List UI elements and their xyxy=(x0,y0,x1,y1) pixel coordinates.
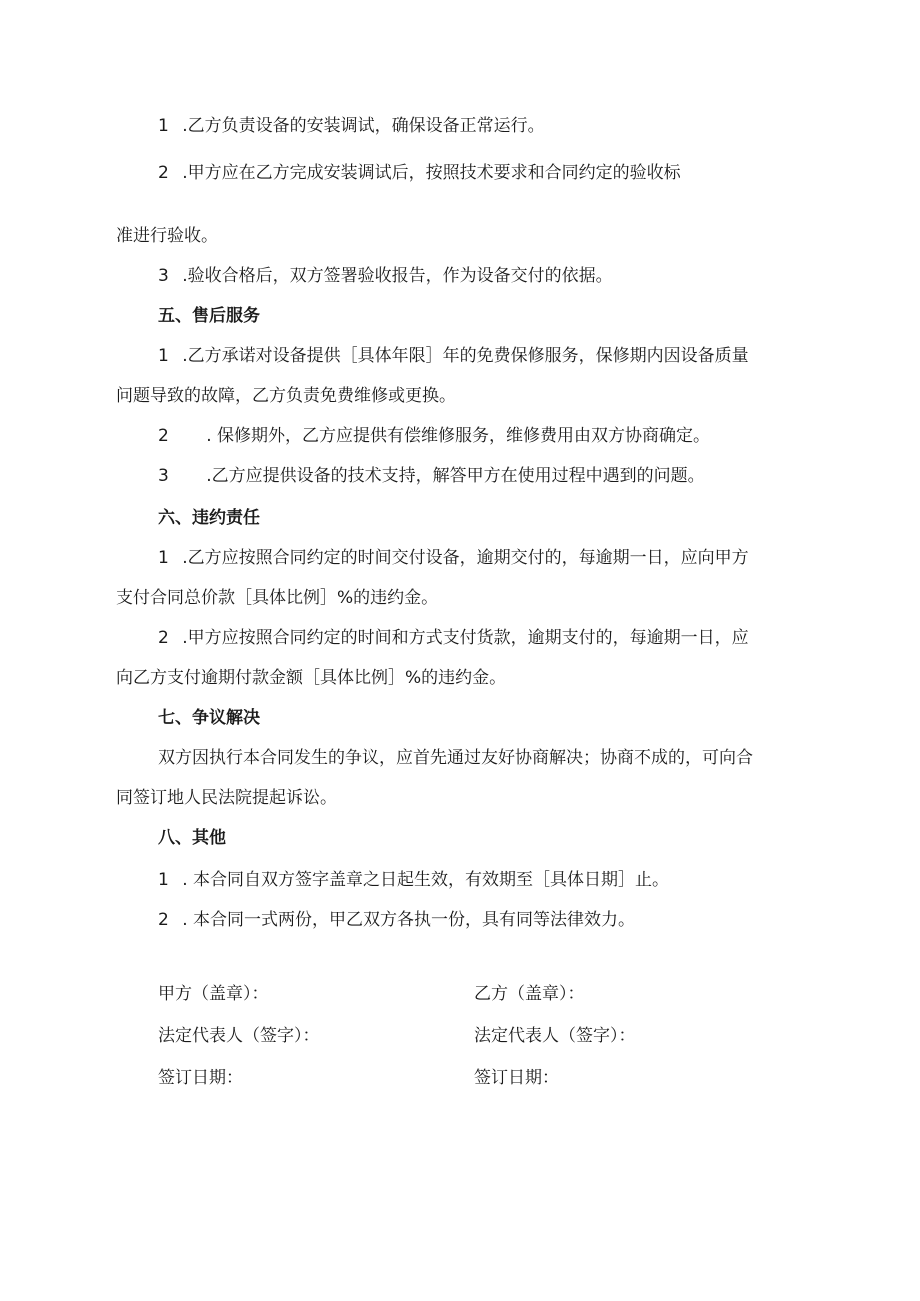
item-text: .乙方应按照合同约定的时间交付设备，逾期交付的，每逾期一日，应向甲方 xyxy=(182,548,749,568)
item-text: . 本合同一式两份，甲乙双方各执一份，具有同等法律效力。 xyxy=(182,910,636,930)
item-number: 1 xyxy=(158,116,169,136)
other-item-1 xyxy=(158,868,669,892)
section-heading-dispute: 七、争议解决 xyxy=(158,708,260,728)
item-number: 2 xyxy=(158,426,169,446)
item-number: 1 xyxy=(158,548,169,568)
after-sales-item-3 xyxy=(158,464,705,488)
item-text: .乙方负责设备的安装调试，确保设备正常运行。 xyxy=(182,116,545,136)
after-sales-item-1 xyxy=(158,344,749,368)
breach-item-2-continued: 向乙方支付逾期付款金额［具体比例］%的违约金。 xyxy=(116,668,507,688)
breach-item-1 xyxy=(158,546,749,570)
item-text: . 本合同自双方签字盖章之日起生效，有效期至［具体日期］止。 xyxy=(182,870,670,890)
party-b-representative-label: 法定代表人（签字）： xyxy=(474,1026,636,1046)
item-number: 3 xyxy=(158,266,169,286)
item-number: 2 xyxy=(158,910,169,930)
party-b-seal-label: 乙方（盖章）： xyxy=(474,984,585,1004)
after-sales-item-2 xyxy=(158,424,710,448)
install-item-1 xyxy=(158,114,545,138)
item-text: .甲方应在乙方完成安装调试后，按照技术要求和合同约定的验收标 xyxy=(182,163,681,183)
breach-item-1-continued: 支付合同总价款［具体比例］%的违约金。 xyxy=(116,588,439,608)
section-heading-breach: 六、违约责任 xyxy=(158,508,260,528)
party-a-seal-label: 甲方（盖章）： xyxy=(158,984,269,1004)
item-text: .乙方承诺对设备提供［具体年限］年的免费保修服务，保修期内因设备质量 xyxy=(182,346,749,366)
item-text: .甲方应按照合同约定的时间和方式支付货款，逾期支付的，每逾期一日，应 xyxy=(182,628,749,648)
dispute-paragraph: 双方因执行本合同发生的争议，应首先通过友好协商解决；协商不成的，可向合 xyxy=(158,748,753,768)
item-number: 3 xyxy=(158,466,169,486)
item-number: 2 xyxy=(158,163,169,183)
install-item-3 xyxy=(158,264,613,288)
party-b-date-label: 签订日期： xyxy=(474,1068,559,1088)
item-number: 1 xyxy=(158,870,169,890)
item-number: 2 xyxy=(158,628,169,648)
item-text: .验收合格后，双方签署验收报告，作为设备交付的依据。 xyxy=(182,266,613,286)
party-a-date-label: 签订日期： xyxy=(158,1068,243,1088)
item-text: . 保修期外，乙方应提供有偿维修服务，维修费用由双方协商确定。 xyxy=(206,426,711,446)
install-item-2 xyxy=(158,161,681,185)
item-text: .乙方应提供设备的技术支持，解答甲方在使用过程中遇到的问题。 xyxy=(206,466,705,486)
other-item-2 xyxy=(158,908,635,932)
party-a-representative-label: 法定代表人（签字）： xyxy=(158,1026,320,1046)
section-heading-other: 八、其他 xyxy=(158,828,226,848)
after-sales-item-1-continued: 问题导致的故障，乙方负责免费维修或更换。 xyxy=(116,386,456,406)
breach-item-2 xyxy=(158,626,749,650)
item-number: 1 xyxy=(158,346,169,366)
section-heading-after-sales: 五、售后服务 xyxy=(158,306,260,326)
dispute-paragraph-continued: 同签订地人民法院提起诉讼。 xyxy=(116,788,337,808)
install-item-2-continued: 准进行验收。 xyxy=(116,226,218,246)
